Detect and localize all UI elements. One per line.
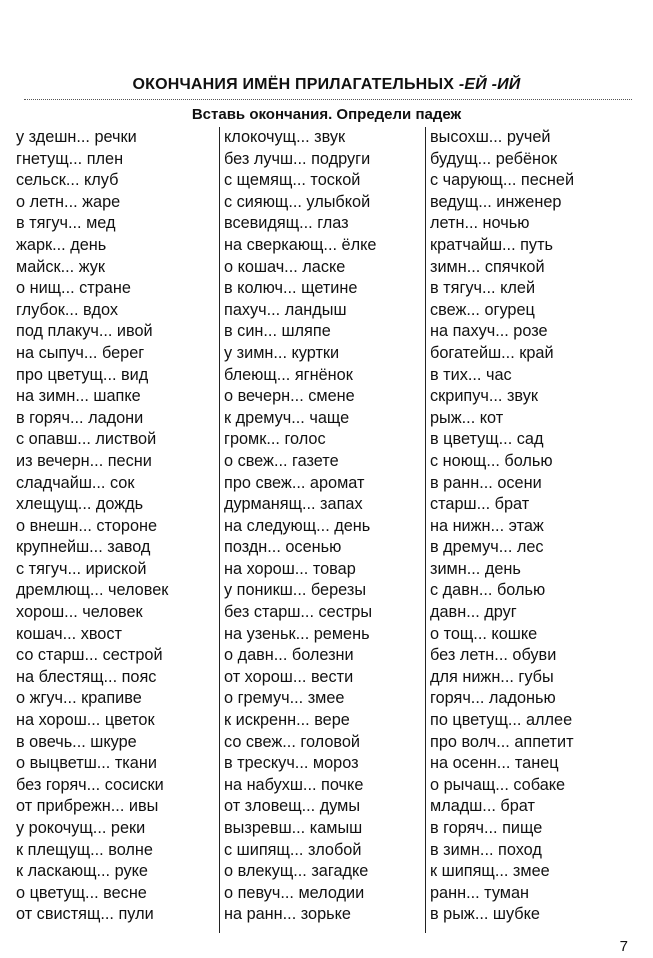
exercise-item: от прибрежн... ивы bbox=[16, 797, 159, 816]
exercise-item: пахуч... ландыш bbox=[224, 300, 347, 319]
exercise-item: громк... голос bbox=[224, 430, 326, 449]
exercise-item: на зимн... шапке bbox=[16, 387, 141, 406]
exercise-item: для нижн... губы bbox=[430, 667, 554, 686]
exercise-item: о давн... болезни bbox=[224, 646, 354, 665]
exercise-item: без летн... обуви bbox=[430, 646, 557, 665]
exercise-item: у поникш... березы bbox=[224, 581, 367, 600]
exercise-item: вызревш... камыш bbox=[224, 819, 363, 837]
page-title bbox=[0, 76, 653, 94]
title-main: ОКОНЧАНИЯ ИМЁН ПРИЛАГАТЕЛЬНЫХ bbox=[132, 76, 455, 93]
exercise-item: свеж... огурец bbox=[430, 300, 535, 319]
exercise-item: у рокочущ... реки bbox=[16, 819, 146, 837]
exercise-item: о влекущ... загадке bbox=[224, 862, 369, 881]
exercise-item: блеющ... ягнёнок bbox=[224, 365, 353, 384]
exercise-item: рыж... кот bbox=[430, 408, 504, 427]
exercise-item: на сверкающ... ёлке bbox=[224, 235, 377, 254]
exercise-item: кошач... хвост bbox=[16, 624, 122, 643]
exercise-item: про свеж... аромат bbox=[224, 473, 365, 492]
column-2 bbox=[222, 127, 424, 933]
exercise-item: на осенн... танец bbox=[430, 754, 559, 773]
column-1 bbox=[16, 127, 218, 933]
exercise-item: хлещущ... дождь bbox=[16, 495, 144, 514]
exercise-item: поздн... осенью bbox=[224, 538, 342, 557]
exercise-item: на блестящ... пояс bbox=[16, 667, 157, 686]
exercise-item: с чарующ... песней bbox=[430, 171, 575, 190]
exercise-item: дурманящ... запах bbox=[224, 495, 363, 514]
exercise-item: в трескуч... мороз bbox=[224, 754, 359, 773]
exercise-item: младш... брат bbox=[430, 797, 535, 816]
exercise-item: без горяч... сосиски bbox=[16, 775, 164, 794]
exercise-item: под плакуч... ивой bbox=[16, 322, 153, 341]
exercise-item: давн... друг bbox=[430, 603, 517, 622]
exercise-item: на ранн... зорьке bbox=[224, 905, 351, 924]
exercise-item: к дремуч... чаще bbox=[224, 408, 350, 427]
exercise-item: в горяч... пище bbox=[430, 819, 543, 837]
exercise-item: о внешн... стороне bbox=[16, 516, 158, 535]
exercise-item: на узеньк... ремень bbox=[224, 624, 370, 643]
exercise-item: на хорош... товар bbox=[224, 559, 356, 578]
exercise-item: хорош... человек bbox=[16, 603, 143, 622]
exercise-item: сельск... клуб bbox=[16, 171, 119, 190]
exercise-item: с тягуч... ириской bbox=[16, 559, 147, 578]
exercise-item: к ласкающ... руке bbox=[16, 862, 148, 881]
exercise-item: без старш... сестры bbox=[224, 603, 373, 622]
exercise-item: на нижн... этаж bbox=[430, 516, 544, 535]
exercise-item: высохш... ручей bbox=[430, 128, 551, 146]
exercise-item: о гремуч... змее bbox=[224, 689, 345, 708]
exercise-item: в тягуч... мед bbox=[16, 214, 116, 233]
exercise-item: о певуч... мелодии bbox=[224, 883, 365, 902]
exercise-table bbox=[16, 127, 636, 933]
exercise-item: о вечерн... смене bbox=[224, 387, 355, 406]
title-divider bbox=[24, 99, 632, 100]
exercise-item: кратчайш... путь bbox=[430, 235, 554, 254]
exercise-item: ведущ... инженер bbox=[430, 192, 562, 211]
exercise-item: у зимн... куртки bbox=[224, 343, 340, 362]
exercise-item: сладчайш... сок bbox=[16, 473, 135, 492]
exercise-item: на следующ... день bbox=[224, 516, 371, 535]
column-3 bbox=[428, 127, 638, 933]
exercise-item: летн... ночью bbox=[430, 214, 530, 233]
exercise-item: в овечь... шкуре bbox=[16, 732, 137, 751]
exercise-item: о цветущ... весне bbox=[16, 883, 147, 902]
exercise-item: со старш... сестрой bbox=[16, 646, 163, 665]
exercise-item: с ноющ... болью bbox=[430, 451, 553, 470]
exercise-item: богатейш... край bbox=[430, 343, 554, 362]
exercise-item: на хорош... цветок bbox=[16, 711, 155, 730]
exercise-item: дремлющ... человек bbox=[16, 581, 169, 600]
exercise-item: о жгуч... крапиве bbox=[16, 689, 142, 708]
exercise-item: у здешн... речки bbox=[16, 128, 137, 146]
instruction: Вставь окончания. Определи падеж bbox=[191, 106, 462, 123]
exercise-item: в рыж... шубке bbox=[430, 905, 540, 924]
exercise-item: в син... шляпе bbox=[224, 322, 331, 341]
exercise-item: с шипящ... злобой bbox=[224, 840, 362, 859]
exercise-item: о летн... жаре bbox=[16, 192, 121, 211]
exercise-item: всевидящ... глаз bbox=[224, 214, 349, 233]
exercise-item: без лучш... подруги bbox=[224, 149, 371, 168]
exercise-item: о тощ... кошке bbox=[430, 624, 538, 643]
exercise-item: про волч... аппетит bbox=[430, 732, 574, 751]
exercise-item: о кошач... ласке bbox=[224, 257, 346, 276]
column-divider bbox=[219, 127, 220, 933]
exercise-item: в ранн... осени bbox=[430, 473, 542, 492]
exercise-item: от свистящ... пули bbox=[16, 905, 154, 924]
exercise-item: гнетущ... плен bbox=[16, 149, 124, 168]
exercise-item: по цветущ... аллее bbox=[430, 711, 573, 730]
exercise-item: от зловещ... думы bbox=[224, 797, 361, 816]
exercise-item: будущ... ребёнок bbox=[430, 149, 558, 168]
exercise-item: о свеж... газете bbox=[224, 451, 339, 470]
exercise-item: с сияющ... улыбкой bbox=[224, 192, 371, 211]
exercise-item: жарк... день bbox=[16, 235, 107, 254]
exercise-item: к шипящ... змее bbox=[430, 862, 550, 881]
exercise-item: в тягуч... клей bbox=[430, 279, 536, 298]
exercise-item: от хорош... вести bbox=[224, 667, 354, 686]
exercise-item: крупнейш... завод bbox=[16, 538, 151, 557]
exercise-item: в горяч... ладони bbox=[16, 408, 144, 427]
exercise-item: скрипуч... звук bbox=[430, 387, 538, 406]
exercise-item: о выцветш... ткани bbox=[16, 754, 157, 773]
exercise-item: в колюч... щетине bbox=[224, 279, 358, 298]
exercise-item: со свеж... головой bbox=[224, 732, 360, 751]
exercise-item: о рычащ... собаке bbox=[430, 775, 566, 794]
exercise-item: на набухш... почке bbox=[224, 775, 364, 794]
exercise-item: в тих... час bbox=[430, 365, 512, 384]
exercise-item: в дремуч... лес bbox=[430, 538, 544, 557]
exercise-item: в цветущ... сад bbox=[430, 430, 544, 449]
exercise-item: из вечерн... песни bbox=[16, 451, 152, 470]
exercise-item: старш... брат bbox=[430, 495, 530, 514]
exercise-item: ранн... туман bbox=[430, 883, 530, 902]
exercise-item: о нищ... стране bbox=[16, 279, 131, 298]
exercise-item: глубок... вдох bbox=[16, 300, 118, 319]
exercise-item: про цветущ... вид bbox=[16, 365, 149, 384]
exercise-item: с щемящ... тоской bbox=[224, 171, 361, 190]
exercise-item: на сыпуч... берег bbox=[16, 343, 145, 362]
column-divider bbox=[425, 127, 426, 933]
exercise-item: зимн... спячкой bbox=[430, 257, 545, 276]
exercise-item: к искренн... вере bbox=[224, 711, 350, 730]
exercise-item: клокочущ... звук bbox=[224, 128, 346, 146]
title-suffix: -ЕЙ -ИЙ bbox=[458, 76, 521, 93]
exercise-item: горяч... ладонью bbox=[430, 689, 556, 708]
page-number: 7 bbox=[619, 938, 628, 955]
exercise-item: с давн... болью bbox=[430, 581, 546, 600]
exercise-item: зимн... день bbox=[430, 559, 521, 578]
exercise-item: с опавш... листвой bbox=[16, 430, 157, 449]
exercise-item: на пахуч... розе bbox=[430, 322, 548, 341]
exercise-item: к плещущ... волне bbox=[16, 840, 153, 859]
exercise-item: майск... жук bbox=[16, 257, 106, 276]
exercise-item: в зимн... поход bbox=[430, 840, 542, 859]
